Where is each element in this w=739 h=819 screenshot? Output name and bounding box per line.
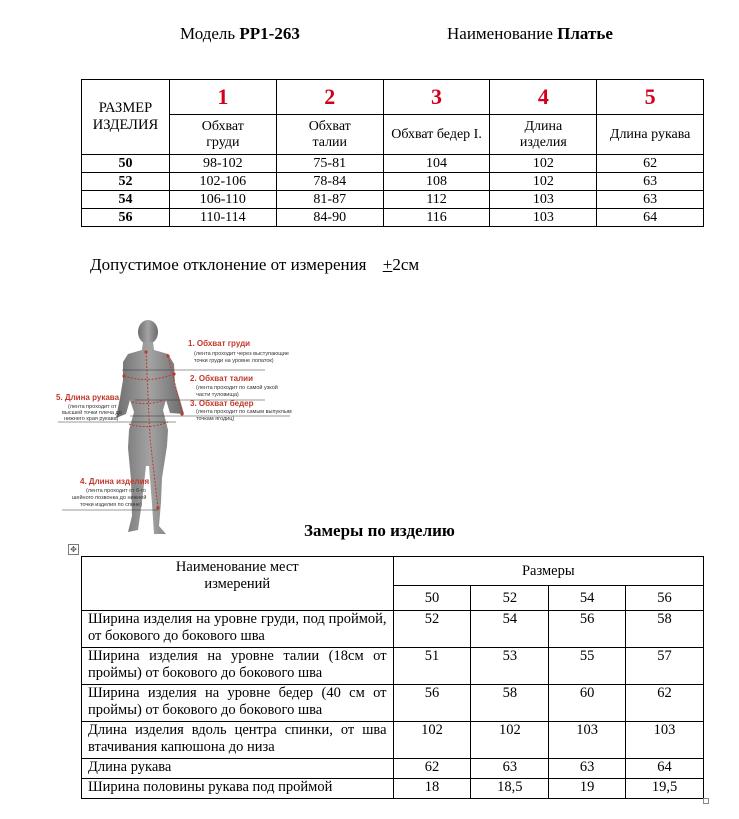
annotation-title: 5. Длина рукава <box>56 393 120 402</box>
table-row <box>82 155 704 173</box>
size-cell: 50 <box>82 155 170 173</box>
garment-measurements-table <box>81 556 704 799</box>
model-label: Модель <box>180 24 236 43</box>
table-cell: 84-90 <box>276 209 383 227</box>
annotation-desc: (лента проходит через выступающие <box>194 351 289 357</box>
table-cell: 52 <box>393 611 471 648</box>
table-cell: 51 <box>393 648 471 685</box>
annotation-desc: (лента проходит от 6-го <box>86 488 146 494</box>
name-label: Наименование <box>447 24 553 43</box>
annotation-title: 1. Обхват груди <box>188 339 251 348</box>
annotation-desc: части туловища) <box>196 392 239 398</box>
model-heading <box>180 24 300 44</box>
table-cell: 60 <box>549 685 626 722</box>
measure-label: Ширина половины рукава под проймой <box>82 779 394 799</box>
table-cell: 56 <box>393 685 471 722</box>
size-cell: 56 <box>82 209 170 227</box>
table-cell: 63 <box>597 173 704 191</box>
annotation-desc: (лента проходит по самой узкой <box>196 385 278 391</box>
column-label: Длина рукава <box>597 115 704 155</box>
model-value: РР1-263 <box>239 24 300 43</box>
table-cell: 19,5 <box>626 779 704 799</box>
annotation-sleeve <box>56 393 122 422</box>
table-row <box>82 722 704 759</box>
size-cell: 52 <box>82 173 170 191</box>
annotation-bust <box>188 339 289 364</box>
table-cell: 81-87 <box>276 191 383 209</box>
table-cell: 57 <box>626 648 704 685</box>
annotation-length <box>72 477 150 508</box>
annotation-desc: (лента проходит от <box>68 404 117 410</box>
annotation-title: 4. Длина изделия <box>80 477 150 486</box>
table-row <box>82 779 704 799</box>
column-number: 3 <box>383 80 490 115</box>
size-header-cell: 54 <box>549 586 626 611</box>
table-cell: 63 <box>597 191 704 209</box>
table-cell: 102 <box>393 722 471 759</box>
size-header-cell <box>82 80 170 155</box>
table-cell: 63 <box>549 759 626 779</box>
column-number: 2 <box>276 80 383 115</box>
annotation-title: 3. Обхват бедер <box>190 399 254 408</box>
annotation-title: 2. Обхват талии <box>190 374 253 383</box>
table-cell: 103 <box>549 722 626 759</box>
column-label: Длина изделия <box>490 115 597 155</box>
table-cell: 103 <box>490 191 597 209</box>
name-value: Платье <box>557 24 613 43</box>
table-cell: 18 <box>393 779 471 799</box>
product-name-heading <box>447 24 613 44</box>
table-cell: 54 <box>471 611 549 648</box>
table-cell: 55 <box>549 648 626 685</box>
measure-label: Длина рукава <box>82 759 394 779</box>
table-cell: 112 <box>383 191 490 209</box>
tolerance-value: 2см <box>392 255 420 274</box>
table-cell: 103 <box>490 209 597 227</box>
table-cell: 78-84 <box>276 173 383 191</box>
table-cell: 110-114 <box>169 209 276 227</box>
table-cell: 64 <box>626 759 704 779</box>
table-move-handle-icon[interactable]: ✥ <box>68 544 79 555</box>
table-row <box>82 209 704 227</box>
table-cell: 108 <box>383 173 490 191</box>
table-row <box>82 759 704 779</box>
table-row <box>82 191 704 209</box>
column-number: 1 <box>169 80 276 115</box>
column-label: Обхват бедер I. <box>383 115 490 155</box>
measure-label: Длина изделия вдоль центра спинки, от шва втачивания капюшона до низа <box>82 722 394 759</box>
table-cell: 102 <box>490 173 597 191</box>
annotation-desc: точки груди на уровне лопаток) <box>194 358 274 364</box>
table-cell: 64 <box>597 209 704 227</box>
table-row <box>82 173 704 191</box>
measure-label: Ширина изделия на уровне талии (18см от проймы) от бокового до бокового шва <box>82 648 394 685</box>
annotation-waist <box>190 374 278 398</box>
table-cell: 63 <box>471 759 549 779</box>
plus-minus-sign: + <box>382 255 393 274</box>
table-cell: 75-81 <box>276 155 383 173</box>
table-cell: 62 <box>393 759 471 779</box>
tolerance-text: Допустимое отклонение от измерения <box>90 255 367 274</box>
size-cell: 54 <box>82 191 170 209</box>
table-cell: 62 <box>626 685 704 722</box>
column-label: Обхват груди <box>169 115 276 155</box>
measurements-title: Замеры по изделию <box>304 521 455 540</box>
measure-label: Ширина изделия на уровне бедер (40 см от проймы) от бокового до бокового шва <box>82 685 394 722</box>
table-cell: 103 <box>626 722 704 759</box>
annotation-hips <box>190 399 292 422</box>
table-cell: 102 <box>490 155 597 173</box>
annotation-desc: точкам ягодиц) <box>196 416 235 422</box>
table-cell: 102-106 <box>169 173 276 191</box>
column-number: 5 <box>597 80 704 115</box>
annotation-desc: шейного позвонка до нижней <box>72 495 147 501</box>
column-number: 4 <box>490 80 597 115</box>
table-cell: 18,5 <box>471 779 549 799</box>
table-cell: 58 <box>471 685 549 722</box>
table-cell: 106-110 <box>169 191 276 209</box>
table-row <box>82 611 704 648</box>
table-cell: 58 <box>626 611 704 648</box>
name-header-cell <box>82 557 394 611</box>
table-cell: 19 <box>549 779 626 799</box>
annotation-desc: нижнего края рукава) <box>64 416 119 422</box>
sizes-header: Размеры <box>393 557 703 586</box>
size-header-cell: 52 <box>471 586 549 611</box>
table-row <box>82 685 704 722</box>
table-cell: 56 <box>549 611 626 648</box>
annotation-desc: (лента проходит по самым выпуклым <box>196 409 292 415</box>
table-resize-handle[interactable] <box>703 798 709 804</box>
tolerance-note <box>90 255 419 275</box>
table-cell: 62 <box>597 155 704 173</box>
size-header-cell: 50 <box>393 586 471 611</box>
body-measurement-figure <box>50 318 310 540</box>
measure-label: Ширина изделия на уровне груди, под проймой, от бокового до бокового шва <box>82 611 394 648</box>
name-header-text: Наименование мест измерений <box>175 559 299 592</box>
size-header-text: РАЗМЕР ИЗДЕЛИЯ <box>92 100 159 133</box>
column-label: Обхват талии <box>276 115 383 155</box>
table-cell: 102 <box>471 722 549 759</box>
table-cell: 53 <box>471 648 549 685</box>
table-row <box>82 648 704 685</box>
table-cell: 116 <box>383 209 490 227</box>
table-cell: 98-102 <box>169 155 276 173</box>
size-header-cell: 56 <box>626 586 704 611</box>
annotation-desc: точки изделия по спине) <box>80 502 142 508</box>
table-cell: 104 <box>383 155 490 173</box>
size-chart-table <box>81 79 704 227</box>
annotation-desc: высшей точки плеча до <box>62 410 122 416</box>
